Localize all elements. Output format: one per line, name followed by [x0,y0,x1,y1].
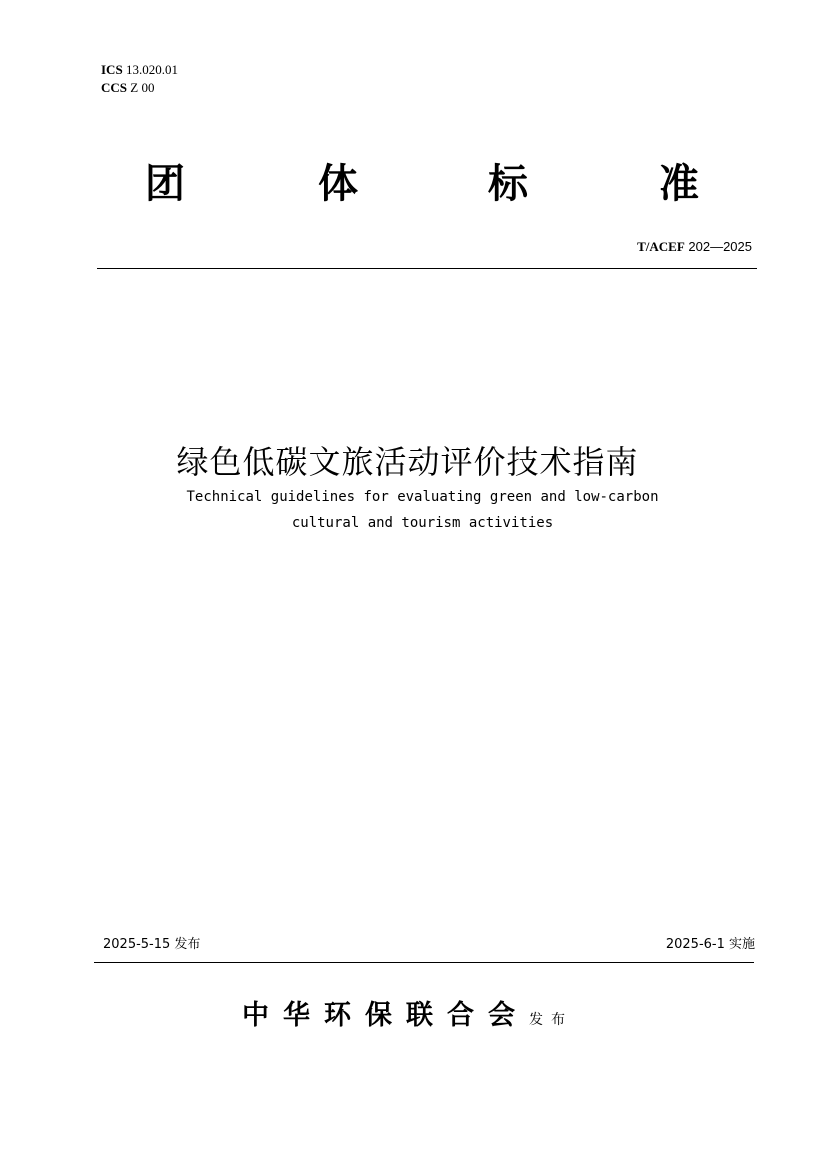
heading-char-1: 团 [145,161,185,207]
title-english-line-1: Technical guidelines for evaluating green and low-carbon [186,489,659,505]
document-type-heading [0,152,815,212]
heading-char-2: 体 [318,161,358,207]
ics-label: ICS [101,62,123,77]
title-english-line-2: cultural and tourism activities [291,515,554,531]
standard-prefix: T/ACEF [637,239,685,254]
publish-date: 2025-5-15 发布 [103,937,201,952]
title-chinese: 绿色低碳文旅活动评价技术指南 [176,443,639,481]
ccs-value: Z 00 [127,80,155,95]
classification-codes [101,61,178,97]
heading-char-3: 标 [488,161,528,207]
standard-code: 202—2025 [684,239,752,254]
ics-value: 13.020.01 [122,62,178,77]
ccs-code [101,79,178,97]
ics-code [101,61,178,79]
top-divider [97,268,757,269]
implementation-date: 2025-6-1 实施 [665,937,755,952]
heading-char-4: 准 [659,161,699,207]
bottom-divider [94,962,754,963]
ccs-label: CCS [101,80,128,95]
issuer-organization: 中华环保联合会 [242,1000,529,1031]
issuer [0,993,815,1032]
issuer-suffix: 发布 [529,1012,573,1028]
title-english [0,484,815,536]
standard-number [637,239,752,255]
